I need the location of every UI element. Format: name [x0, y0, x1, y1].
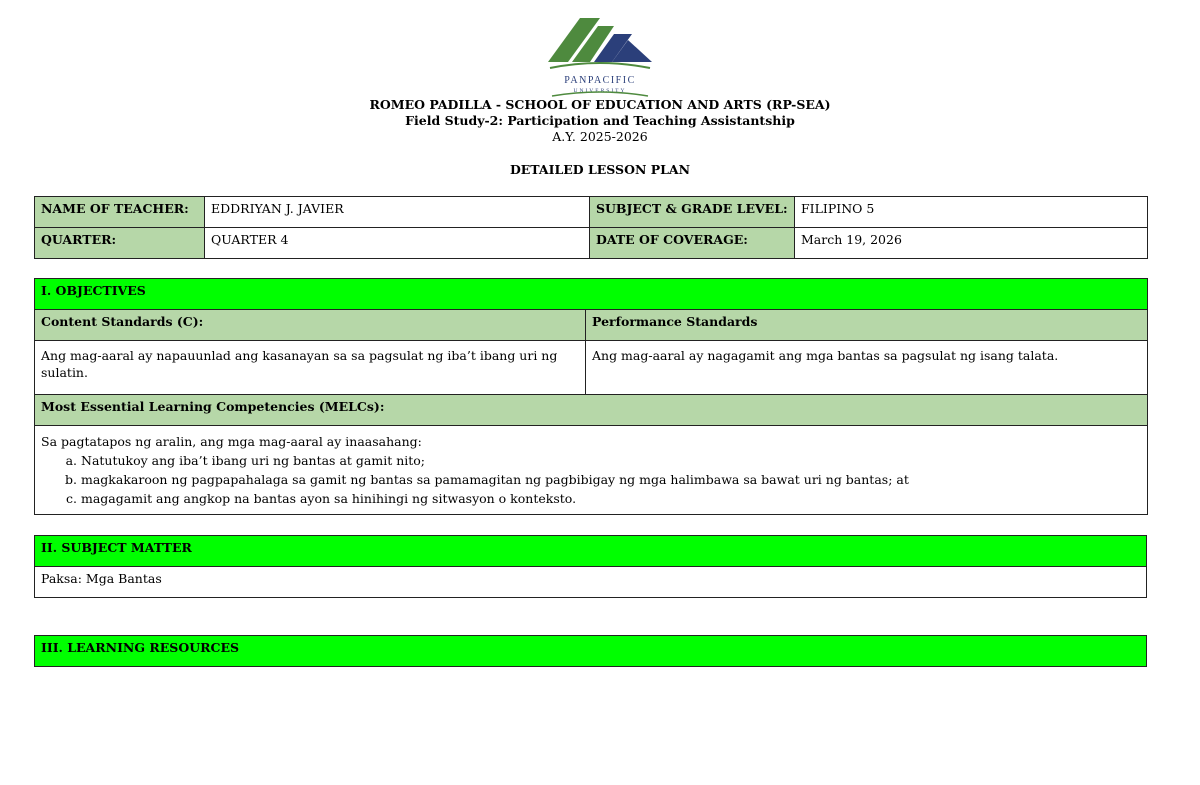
- melc-content: [35, 426, 1148, 515]
- svg-text:UNIVERSITY: UNIVERSITY: [573, 88, 627, 94]
- field-study-title: Field Study-2: Participation and Teaching Assistantship: [405, 113, 795, 128]
- university-logo: [540, 12, 660, 98]
- table-row: [35, 536, 1147, 567]
- quarter-label: QUARTER:: [35, 228, 205, 259]
- teacher-value: EDDRIYAN J. JAVIER: [205, 197, 590, 228]
- list-item: b. magkakaroon ng pagpapahalaga sa gamit ng bantas sa pamamagitan ng pagbibigay ng mga halimbawa sa bawat uri ng bantas; at: [81, 470, 1141, 489]
- teacher-label: NAME OF TEACHER:: [35, 197, 205, 228]
- learning-resources-heading: III. LEARNING RESOURCES: [35, 636, 1147, 667]
- list-item: c. magagamit ang angkop na bantas ayon sa hinihingi ng sitwasyon o konteksto.: [81, 489, 1141, 508]
- school-name: ROMEO PADILLA - SCHOOL OF EDUCATION AND ARTS (RP-SEA): [369, 97, 831, 112]
- table-row: [35, 341, 1148, 395]
- document-title: DETAILED LESSON PLAN: [509, 162, 691, 177]
- learning-resources-table: [34, 635, 1147, 667]
- subject-matter-heading: II. SUBJECT MATTER: [35, 536, 1147, 567]
- melc-list: [41, 451, 1141, 508]
- table-row: [35, 426, 1148, 515]
- paksa-text: Paksa: Mga Bantas: [35, 567, 1147, 598]
- date-label: DATE OF COVERAGE:: [590, 228, 795, 259]
- table-row: [35, 567, 1147, 598]
- objectives-table: [34, 278, 1148, 515]
- table-row: [35, 310, 1148, 341]
- content-standards-label: Content Standards (C):: [35, 310, 586, 341]
- performance-standards-text: Ang mag-aaral ay nagagamit ang mga bantas sa pagsulat ng isang talata.: [586, 341, 1148, 395]
- melc-intro: Sa pagtatapos ng aralin, ang mga mag-aaral ay inaasahang:: [41, 434, 422, 449]
- performance-standards-label: Performance Standards: [586, 310, 1148, 341]
- subject-value: FILIPINO 5: [795, 197, 1148, 228]
- date-value: March 19, 2026: [795, 228, 1148, 259]
- objectives-heading: I. OBJECTIVES: [35, 279, 1148, 310]
- table-row: [35, 279, 1148, 310]
- table-row: [35, 636, 1147, 667]
- melc-label: Most Essential Learning Competencies (MELCs):: [35, 395, 1148, 426]
- subject-matter-table: [34, 535, 1147, 598]
- logo-mark-icon: [540, 12, 660, 98]
- teacher-info-table: [34, 196, 1148, 259]
- table-row: [35, 395, 1148, 426]
- table-row: [35, 228, 1148, 259]
- quarter-value: QUARTER 4: [205, 228, 590, 259]
- academic-year: A.Y. 2025-2026: [552, 129, 648, 144]
- list-item: a. Natutukoy ang iba’t ibang uri ng bantas at gamit nito;: [81, 451, 1141, 470]
- table-row: [35, 197, 1148, 228]
- subject-label: SUBJECT & GRADE LEVEL:: [590, 197, 795, 228]
- svg-text:PANPACIFIC: PANPACIFIC: [564, 75, 636, 86]
- content-standards-text: Ang mag-aaral ay napauunlad ang kasanayan sa sa pagsulat ng iba’t ibang uri ng sulatin.: [35, 341, 586, 395]
